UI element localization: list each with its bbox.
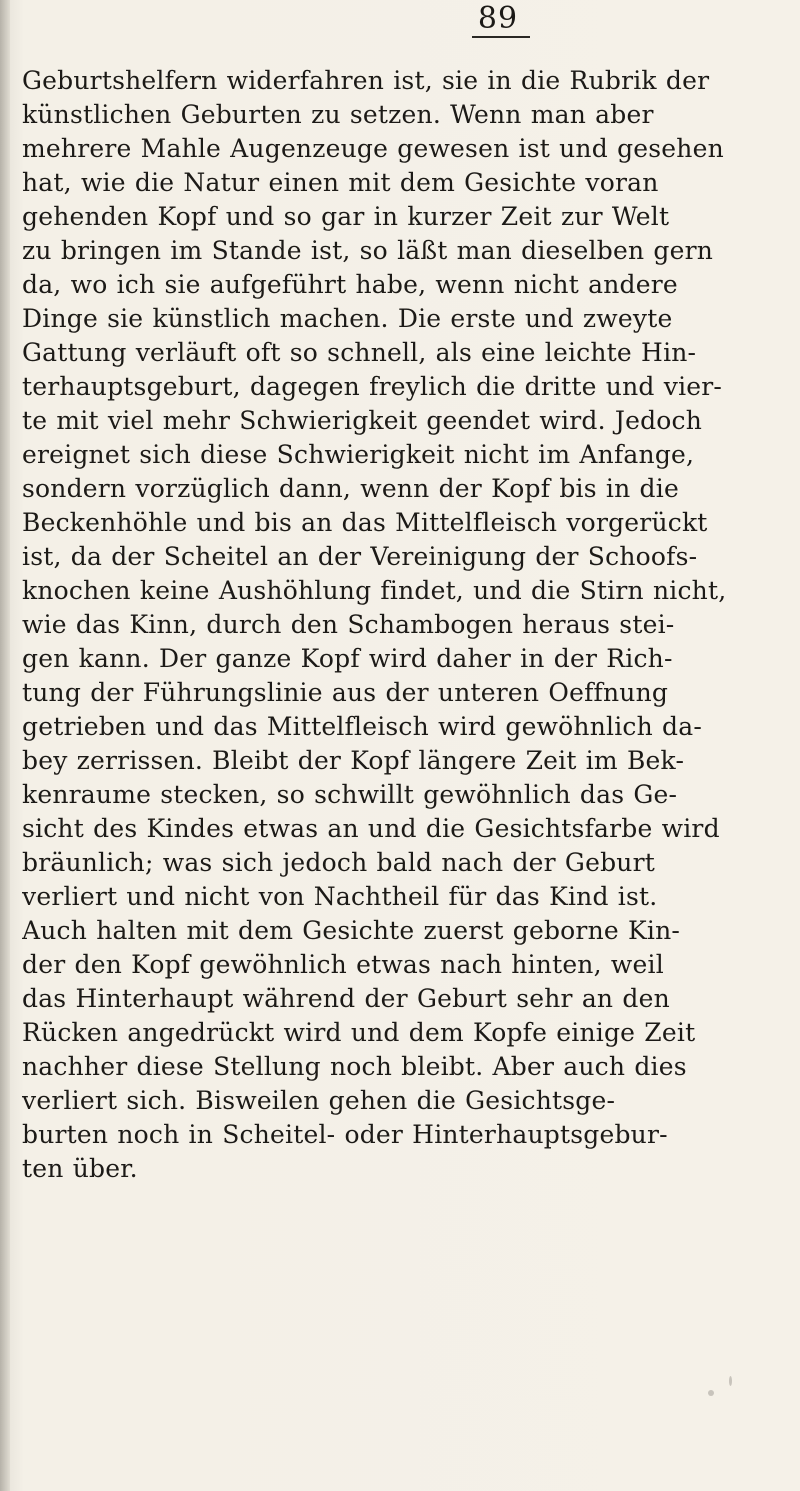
text-line-8: Dinge sie künstlich machen. Die erste und zweyte <box>22 304 673 333</box>
text-line-21: bey zerrissen. Bleibt der Kopf längere Zeit im Bek- <box>22 746 685 775</box>
text-line-18: gen kann. Der ganze Kopf wird daher in der Rich- <box>22 644 673 673</box>
text-line-32: burten noch in Scheitel- oder Hinterhauptsgebur- <box>22 1120 668 1149</box>
text-line-31: verliert sich. Bisweilen gehen die Gesichtsge- <box>22 1086 616 1115</box>
ink-mark <box>729 1376 732 1386</box>
text-line-17: wie das Kinn, durch den Schambogen heraus stei- <box>22 610 675 639</box>
text-line-12: ereignet sich diese Schwierigkeit nicht im Anfange, <box>22 440 695 469</box>
page-number: 89 <box>477 1 519 36</box>
text-line-13: sondern vorzüglich dann, wenn der Kopf bis in die <box>22 474 679 503</box>
text-line-3: mehrere Mahle Augenzeuge gewesen ist und gesehen <box>22 134 724 163</box>
page-number-rule <box>472 36 530 38</box>
text-line-2: künstlichen Geburten zu setzen. Wenn man aber <box>22 100 654 129</box>
text-line-33: ten über. <box>22 1154 138 1183</box>
page-number-area <box>456 0 540 48</box>
text-line-15: ist, da der Scheitel an der Vereinigung der Schoofs- <box>22 542 698 571</box>
text-line-23: sicht des Kindes etwas an und die Gesichtsfarbe wird <box>22 814 720 843</box>
text-line-30: nachher diese Stellung noch bleibt. Aber auch dies <box>22 1052 687 1081</box>
page-binding-edge <box>0 0 10 1491</box>
text-line-28: das Hinterhaupt während der Geburt sehr an den <box>22 984 670 1013</box>
text-line-5: gehenden Kopf und so gar in kurzer Zeit zur Welt <box>22 202 670 231</box>
text-line-4: hat, wie die Natur einen mit dem Gesichte voran <box>22 168 659 197</box>
ink-mark <box>708 1390 714 1396</box>
text-line-20: getrieben und das Mittelfleisch wird gewöhnlich da- <box>22 712 703 741</box>
text-line-11: te mit viel mehr Schwierigkeit geendet wird. Jedoch <box>22 406 703 435</box>
text-line-25: verliert und nicht von Nachtheil für das Kind ist. <box>22 882 658 911</box>
text-line-10: terhauptsgeburt, dagegen freylich die dritte und vier- <box>22 372 723 401</box>
text-line-26: Auch halten mit dem Gesichte zuerst geborne Kin- <box>22 916 681 945</box>
text-line-9: Gattung verläuft oft so schnell, als eine leichte Hin- <box>22 338 697 367</box>
text-line-24: bräunlich; was sich jedoch bald nach der Geburt <box>22 848 656 877</box>
body-text <box>22 64 792 1186</box>
text-line-14: Beckenhöhle und bis an das Mittelfleisch vorgerückt <box>22 508 708 537</box>
text-line-6: zu bringen im Stande ist, so läßt man dieselben gern <box>22 236 714 265</box>
text-line-29: Rücken angedrückt wird und dem Kopfe einige Zeit <box>22 1018 696 1047</box>
text-line-19: tung der Führungslinie aus der unteren Oeffnung <box>22 678 669 707</box>
text-line-22: kenraume stecken, so schwillt gewöhnlich das Ge- <box>22 780 678 809</box>
text-line-16: knochen keine Aushöhlung findet, und die Stirn nicht, <box>22 576 727 605</box>
text-line-27: der den Kopf gewöhnlich etwas nach hinten, weil <box>22 950 664 979</box>
text-line-7: da, wo ich sie aufgeführt habe, wenn nicht andere <box>22 270 678 299</box>
text-line-1: Geburtshelfern widerfahren ist, sie in die Rubrik der <box>22 66 710 95</box>
